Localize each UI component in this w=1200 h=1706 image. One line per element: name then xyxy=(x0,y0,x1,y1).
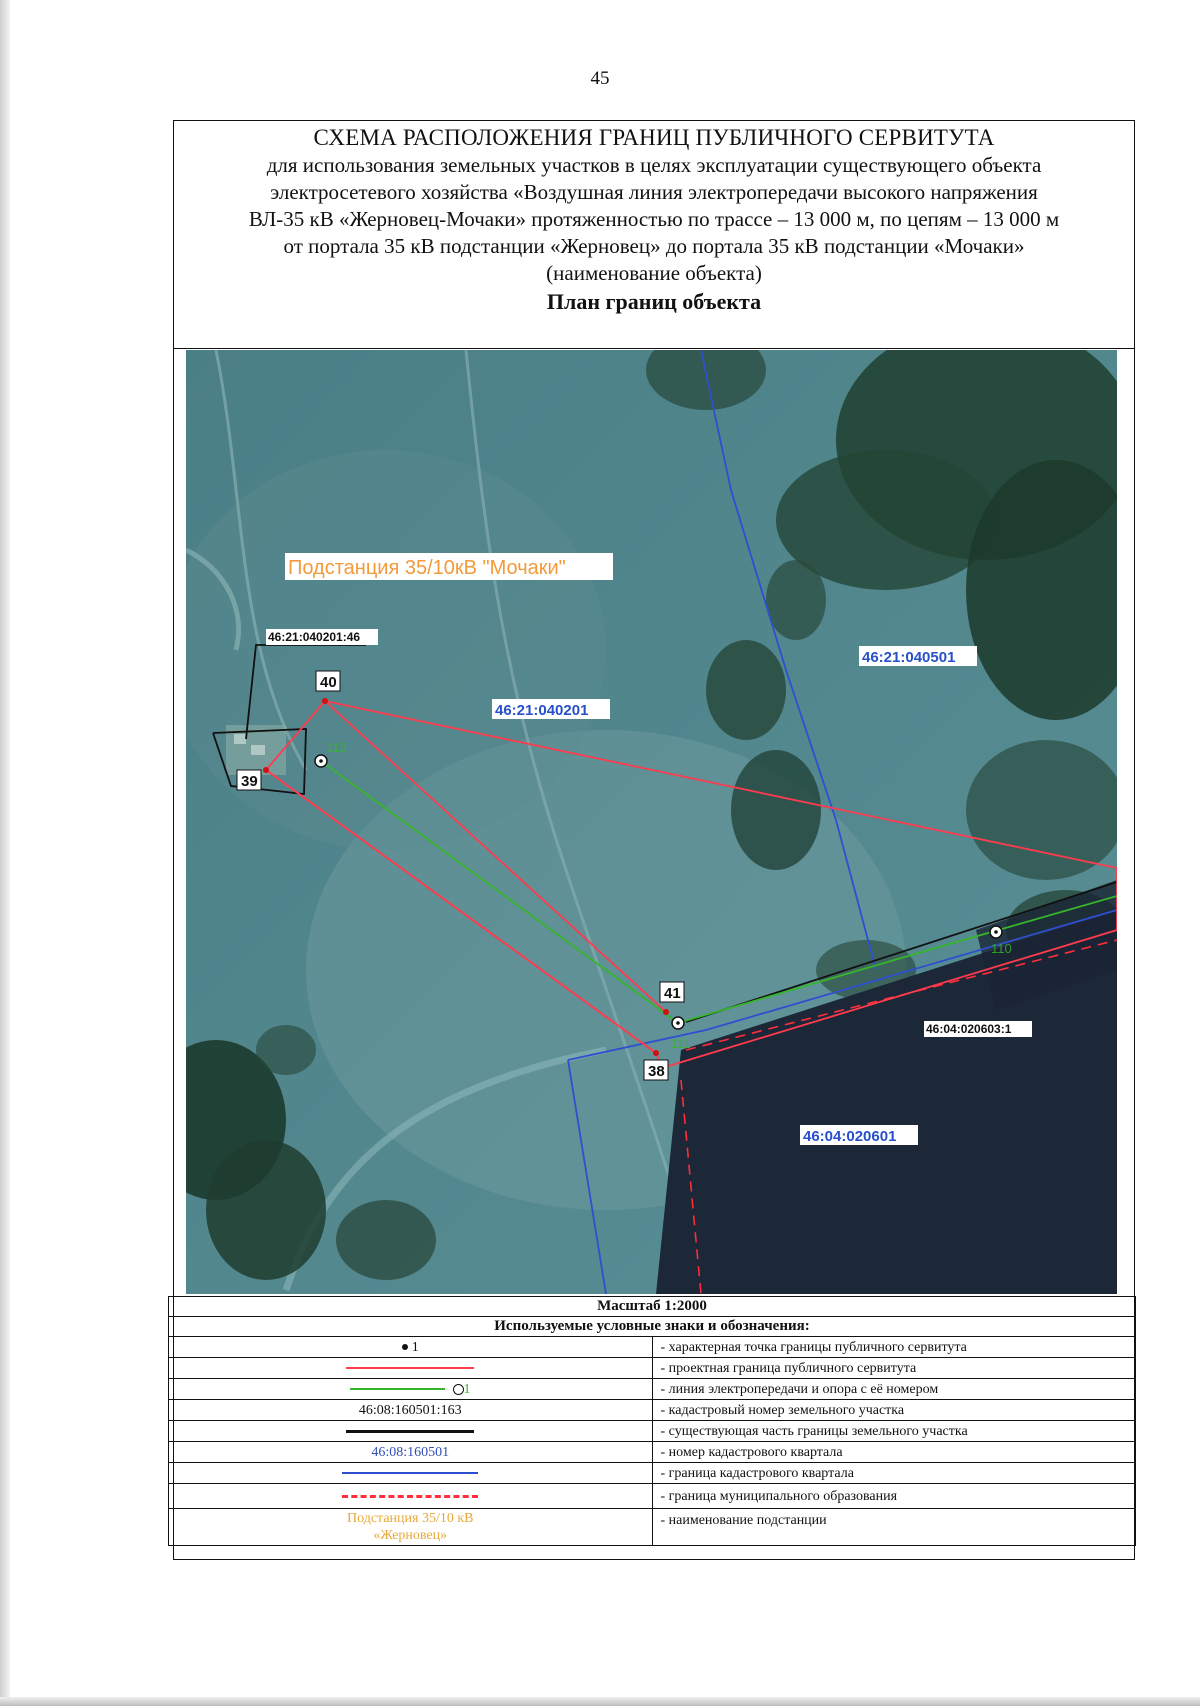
legend-row xyxy=(169,1379,1136,1400)
title-line-2: для использования земельных участков в целях эксплуатации существующего объекта xyxy=(266,153,1042,177)
legend-desc-quarter-boundary: - граница кадастрового квартала xyxy=(652,1463,1136,1484)
power-pole-111 xyxy=(672,1017,684,1029)
legend-symbol-quarter-number: 46:08:160501 xyxy=(169,1442,653,1463)
blue-line-icon xyxy=(342,1472,478,1474)
scale-row xyxy=(169,1297,1136,1317)
boundary-point-41 xyxy=(663,1009,669,1015)
boundary-point-40 xyxy=(322,698,328,704)
legend-desc-parcel-number: - кадастровый номер земельного участка xyxy=(652,1400,1136,1421)
plan-subtitle: План границ объекта xyxy=(546,289,762,314)
scan-bottom-edge xyxy=(0,1697,1200,1706)
title-line-4: ВЛ-35 кВ «Жерновец-Мочаки» протяженностью по трассе – 13 000 м, по цепям – 13 000 м xyxy=(248,207,1060,231)
legend-symbol-parcel-boundary xyxy=(169,1421,653,1442)
quarter-label-040201: 46:21:040201 xyxy=(495,702,589,719)
quarter-label-020601: 46:04:020601 xyxy=(803,1128,897,1145)
title-line-6: (наименование объекта) xyxy=(546,261,762,285)
legend-row xyxy=(169,1400,1136,1421)
substation-label: Подстанция 35/10кВ "Мочаки" xyxy=(288,557,566,579)
legend-substation-line2: «Жерновец» xyxy=(373,1528,448,1543)
title-line-3: электросетевого хозяйства «Воздушная линия электропередачи высокого напряжения xyxy=(270,180,1038,204)
scale-label: Масштаб 1:2000 xyxy=(169,1297,1136,1317)
pole-number-111: 111 xyxy=(671,1036,691,1051)
legend-symbol-parcel-number: 46:08:160501:163 xyxy=(169,1400,653,1421)
point-label-38: 38 xyxy=(648,1063,665,1080)
legend-table xyxy=(168,1296,1136,1546)
title-block xyxy=(173,120,1135,349)
legend-row xyxy=(169,1484,1136,1509)
legend-symbol-power-line xyxy=(169,1379,653,1400)
legend-row xyxy=(169,1337,1136,1358)
legend-heading-row xyxy=(169,1317,1136,1337)
legend-symbol-servitude xyxy=(169,1358,653,1379)
map-canvas xyxy=(186,350,1117,1294)
legend-symbol-quarter-boundary xyxy=(169,1463,653,1484)
legend-desc-municipal-boundary: - граница муниципального образования xyxy=(652,1484,1136,1509)
green-line-icon xyxy=(350,1388,445,1390)
legend-symbol-municipal-boundary xyxy=(169,1484,653,1509)
power-pole-112 xyxy=(315,755,327,767)
legend-symbol-pole-number: 1 xyxy=(463,1381,471,1397)
legend-substation-line1: Подстанция 35/10 кВ xyxy=(347,1511,474,1526)
satellite-map xyxy=(186,350,1117,1294)
point-label-39: 39 xyxy=(241,773,258,790)
pole-circle-icon xyxy=(453,1384,464,1395)
legend-row xyxy=(169,1358,1136,1379)
legend-row xyxy=(169,1421,1136,1442)
legend-row xyxy=(169,1509,1136,1546)
title-heading: СХЕМА РАСПОЛОЖЕНИЯ ГРАНИЦ ПУБЛИЧНОГО СЕРВИТУТА xyxy=(313,125,995,150)
legend-desc-point: - характерная точка границы публичного сервитута xyxy=(652,1337,1136,1358)
legend-heading: Используемые условные знаки и обозначения: xyxy=(169,1317,1136,1337)
legend-symbol-point-number: 1 xyxy=(411,1339,419,1355)
legend xyxy=(168,1296,1136,1546)
point-marker-icon xyxy=(402,1344,408,1350)
point-label-41: 41 xyxy=(664,985,681,1002)
pole-number-110: 110 xyxy=(991,941,1012,956)
legend-desc-power-line: - линия электропередачи и опора с её номером xyxy=(652,1379,1136,1400)
red-line-icon xyxy=(346,1367,474,1369)
boundary-point-38 xyxy=(653,1050,659,1056)
scan-edge xyxy=(0,0,10,1706)
parcel-label-040201-46: 46:21:040201:46 xyxy=(268,630,361,644)
legend-desc-parcel-boundary: - существующая часть границы земельного участка xyxy=(652,1421,1136,1442)
black-line-icon xyxy=(346,1430,474,1433)
quarter-label-040501: 46:21:040501 xyxy=(862,649,956,666)
boundary-point-39 xyxy=(263,767,269,773)
point-label-40: 40 xyxy=(320,674,337,691)
legend-symbol-point xyxy=(169,1337,653,1358)
legend-symbol-substation-name xyxy=(169,1509,653,1546)
legend-desc-servitude: - проектная граница публичного сервитута xyxy=(652,1358,1136,1379)
legend-row xyxy=(169,1442,1136,1463)
parcel-label-020603-1: 46:04:020603:1 xyxy=(926,1022,1012,1036)
legend-row xyxy=(169,1463,1136,1484)
legend-desc-quarter-number: - номер кадастрового квартала xyxy=(652,1442,1136,1463)
page-number: 45 xyxy=(590,68,610,89)
pole-number-112: 112 xyxy=(326,740,347,755)
legend-desc-substation-name: - наименование подстанции xyxy=(652,1509,1136,1546)
power-pole-110 xyxy=(990,926,1002,938)
red-dashed-line-icon xyxy=(342,1495,478,1498)
title-line-5: от портала 35 кВ подстанции «Жерновец» до портала 35 кВ подстанции «Мочаки» xyxy=(283,234,1025,258)
